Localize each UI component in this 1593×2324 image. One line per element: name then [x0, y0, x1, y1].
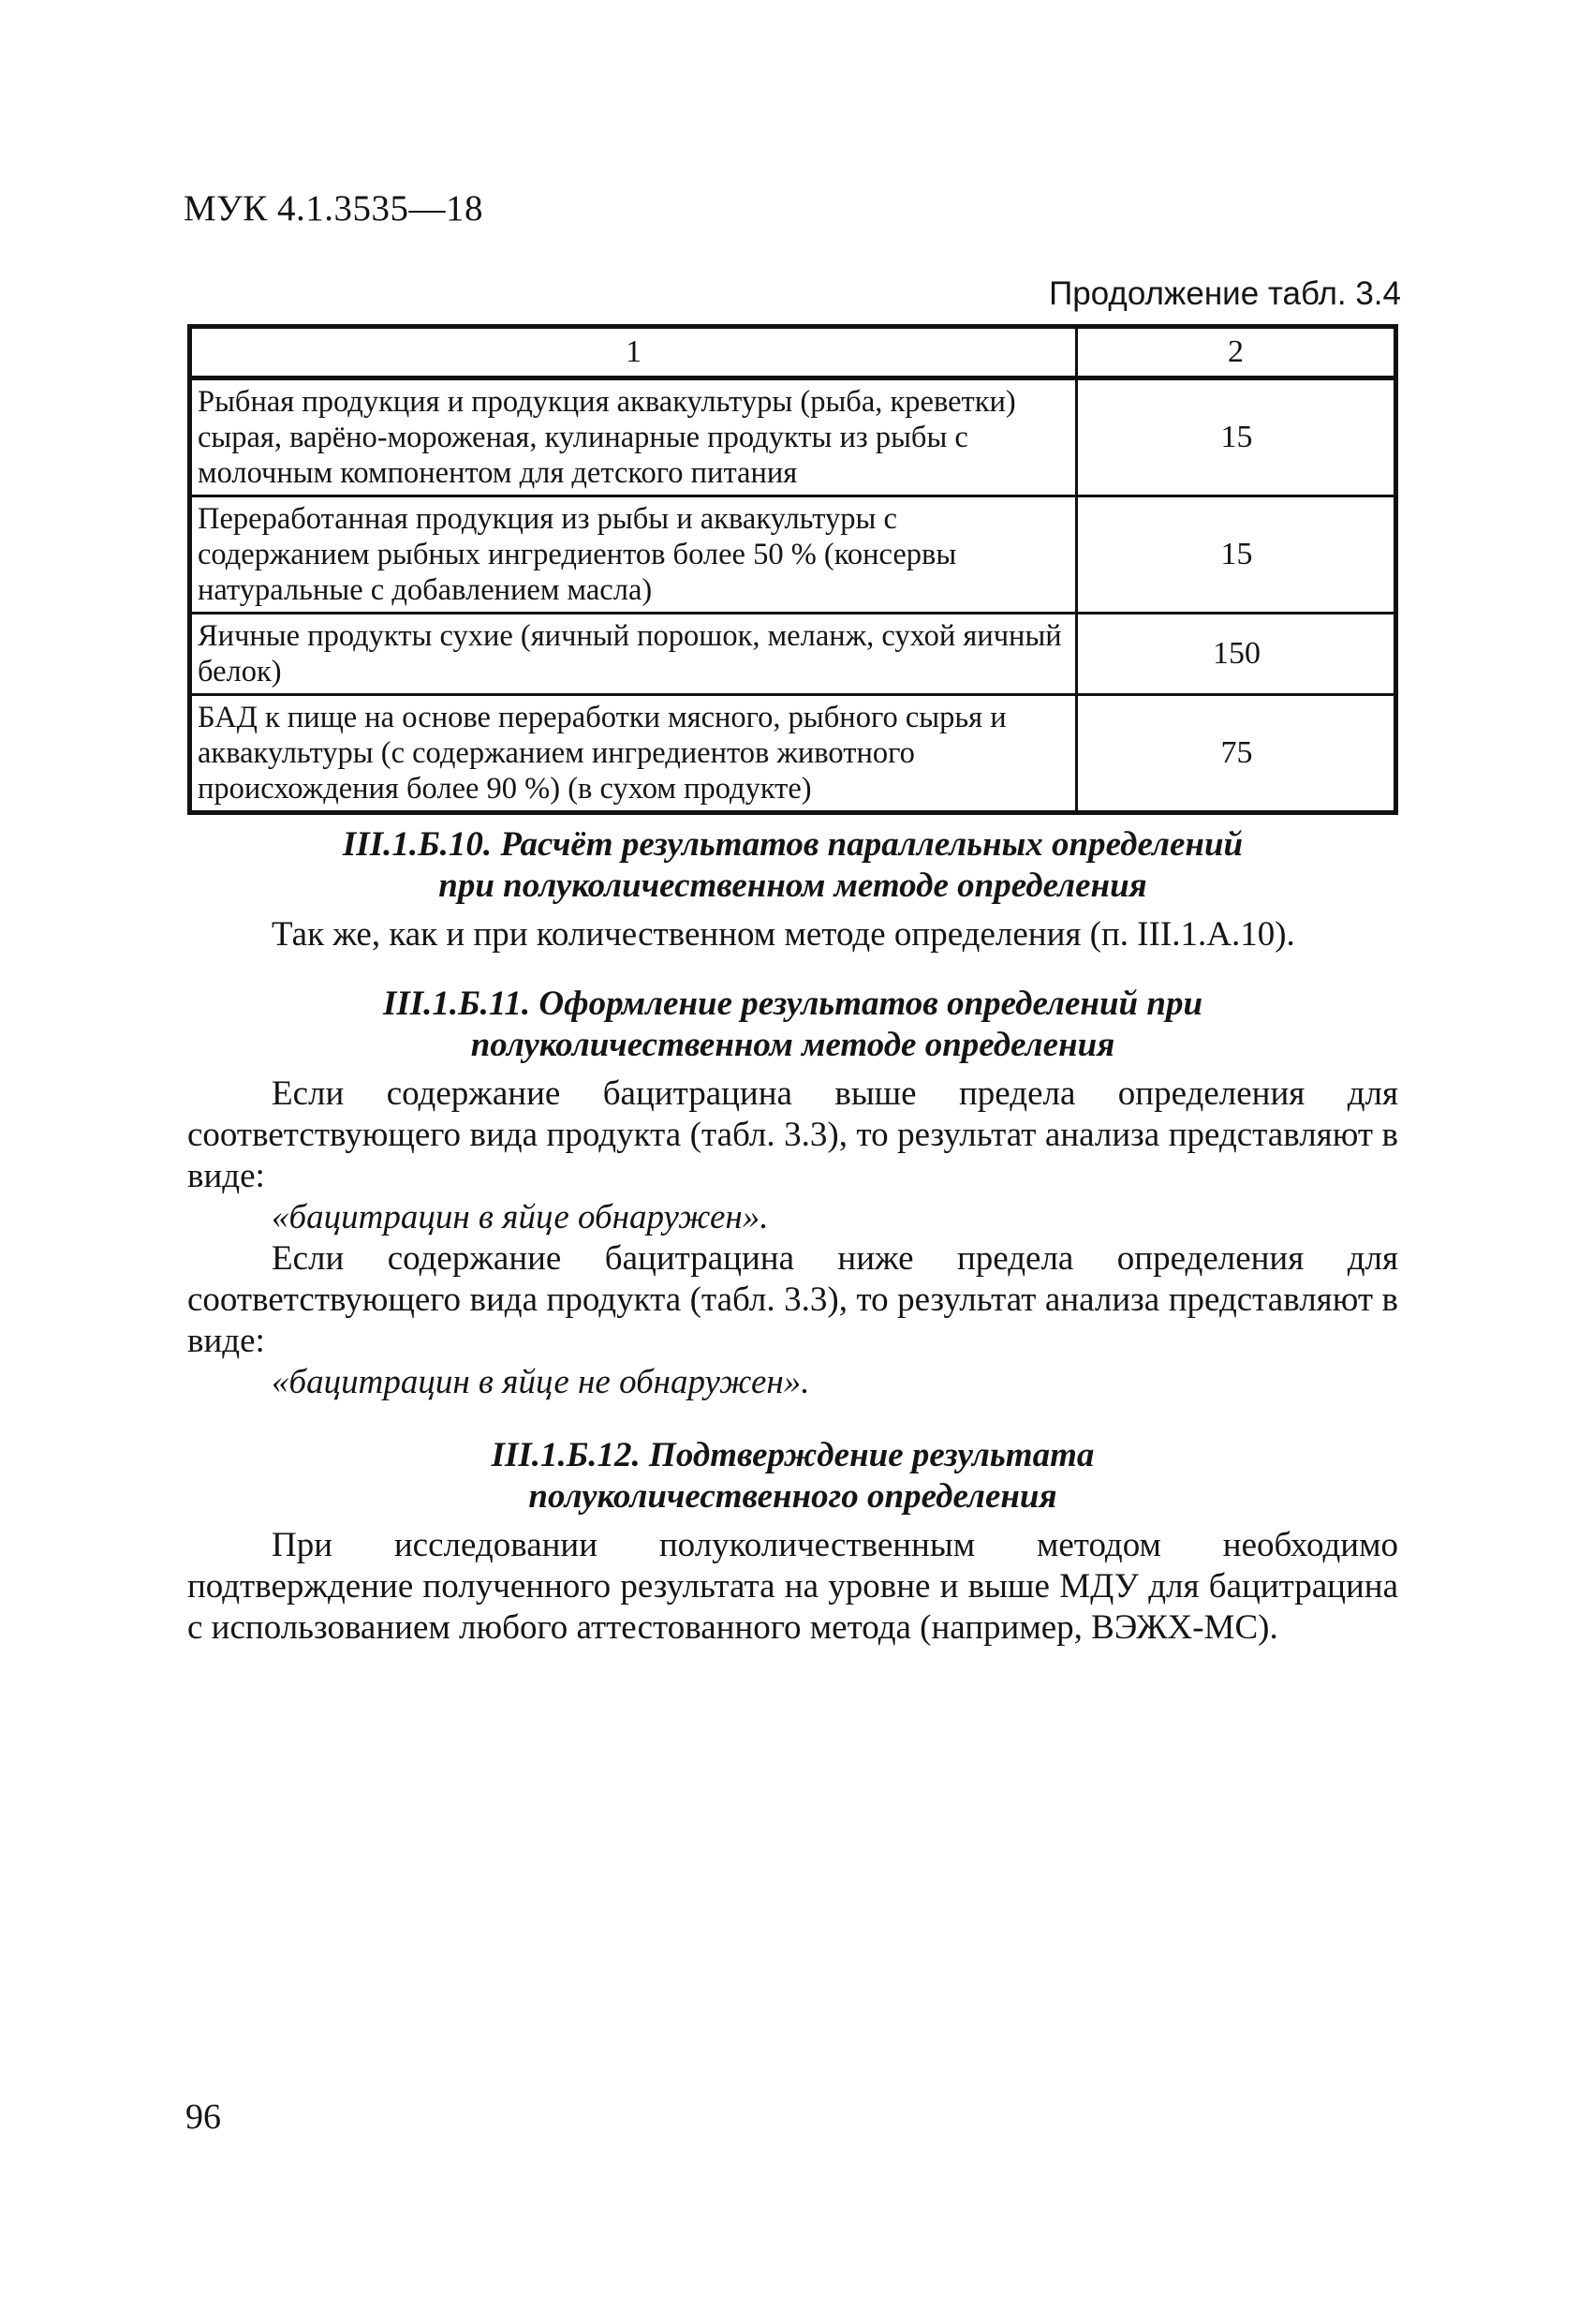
table-caption: Продолжение табл. 3.4 — [1049, 275, 1401, 312]
document-code: МУК 4.1.3535—18 — [184, 188, 484, 229]
table-header-row — [190, 327, 1396, 378]
column-header: 2 — [1077, 327, 1396, 378]
product-name-cell: Яичные продукты сухие (яичный порошок, меланж, сухой яичный белок) — [190, 614, 1077, 695]
result-quote: «бацитрацин в яйце не обнаружен». — [272, 1363, 810, 1401]
product-name-cell: Рыбная продукция и продукция аквакультуры (рыба, креветки) сырая, варёно-мороженая, кулинарные продукты из рыбы с молочным компонентом для детского питания — [198, 385, 1016, 490]
result-quote: «бацитрацин в яйце обнаружен». — [272, 1198, 769, 1236]
table-container — [187, 324, 1398, 815]
limit-value-cell: 15 — [1077, 378, 1396, 496]
page-number: 96 — [185, 2097, 221, 2137]
paragraph: Так же, как и при количественном методе определения (п. III.1.А.10). — [272, 915, 1295, 954]
section-title-10 — [187, 824, 1398, 907]
product-name-cell: БАД к пище на основе переработки мясного, рыбного сырья и аквакультуры (с содержанием ингредиентов животного происхождения более 90 %) (в сухом продукте) — [190, 695, 1077, 813]
column-header: 1 — [190, 327, 1077, 378]
limit-value-cell: 150 — [1077, 614, 1396, 695]
table-row — [190, 378, 1396, 496]
table-row — [190, 695, 1396, 813]
section-title-line: при полуколичественном методе определения — [438, 866, 1147, 905]
section-title-line: III.1.Б.12. Подтверждение результата — [491, 1436, 1095, 1474]
paragraph: Если содержание бацитрацина выше предела определения для соответствующего вида продукта (табл. 3.3), то результат анализа представляют в виде: — [187, 1074, 1398, 1195]
section-title-11 — [187, 984, 1398, 1066]
section-title-line: полуколичественного определения — [528, 1477, 1057, 1516]
document-body — [187, 824, 1398, 1649]
paragraph: При исследовании полуколичественным методом необходимо подтверждение полученного результата на уровне и выше МДУ для бацитрацина с использованием любого аттестованного метода (например, ВЭЖХ-МС). — [187, 1526, 1398, 1647]
table-row — [190, 496, 1396, 614]
section-title-12 — [187, 1435, 1398, 1517]
section-title-line: III.1.Б.11. Оформление результатов определений при — [382, 984, 1203, 1023]
limit-value-cell: 15 — [1077, 496, 1396, 614]
section-title-line: III.1.Б.10. Расчёт результатов параллельных определений — [342, 825, 1244, 864]
paragraph: Если содержание бацитрацина ниже предела определения для соответствующего вида продукта (табл. 3.3), то результат анализа представляют в виде: — [187, 1239, 1398, 1360]
limit-value-cell: 75 — [1077, 695, 1396, 813]
section-title-line: полуколичественном методе определения — [470, 1026, 1115, 1064]
product-name-cell: Переработанная продукция из рыбы и аквакультуры с содержанием рыбных ингредиентов более 50 % (консервы натуральные с добавлением масла) — [190, 496, 1077, 614]
table-row — [190, 614, 1396, 695]
limits-table — [187, 324, 1398, 815]
